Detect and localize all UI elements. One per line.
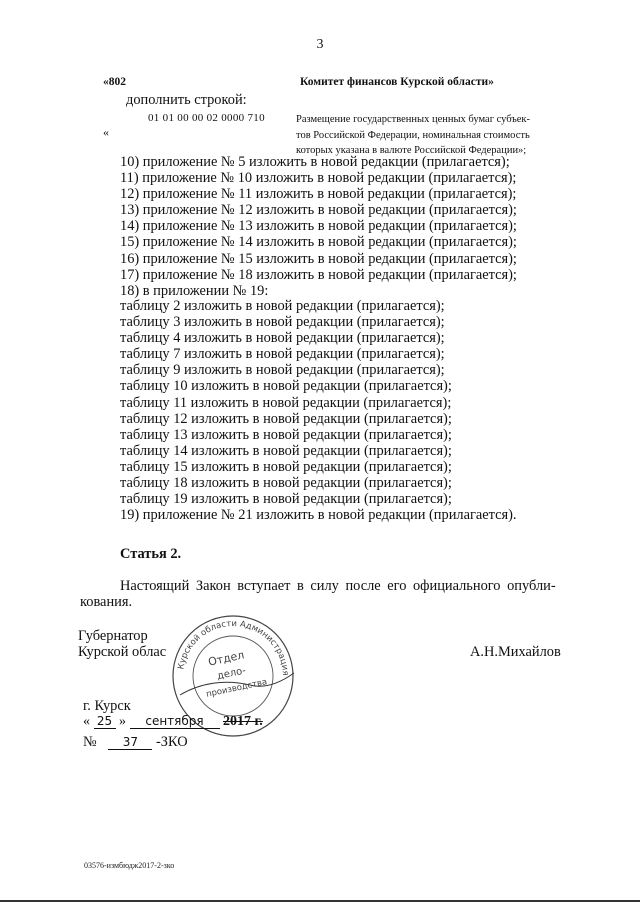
list-item: таблицу 9 изложить в новой редакции (прилагается); <box>120 362 445 379</box>
quote-open: « <box>83 714 90 729</box>
date-month: сентября <box>130 714 220 729</box>
number-label: № <box>83 734 97 750</box>
document-footer-code: 03576-измбюдж2017-2-зко <box>84 861 175 870</box>
committee-name: Комитет финансов Курской области» <box>300 76 494 88</box>
quote-mark: « <box>103 125 109 139</box>
add-line-label: дополнить строкой: <box>126 92 247 108</box>
governor-region: Курской облас <box>78 644 167 660</box>
list-item: 11) приложение № 10 изложить в новой редакции (прилагается); <box>120 170 517 187</box>
date-day: 25 <box>94 714 116 729</box>
list-item: таблицу 19 изложить в новой редакции (прилагается); <box>120 491 452 508</box>
quote-close: » <box>119 714 126 729</box>
code-description <box>296 112 530 159</box>
governor-title: Губернатор <box>78 628 148 644</box>
list-item: таблицу 12 изложить в новой редакции (прилагается); <box>120 410 452 427</box>
date-year: 2017 г. <box>223 714 263 729</box>
amendment-items <box>120 154 517 299</box>
list-item: 15) приложение № 14 изложить в новой редакции (прилагается); <box>120 234 517 251</box>
list-item: таблицу 4 изложить в новой редакции (прилагается); <box>120 330 445 347</box>
list-item: 18) в приложении № 19: <box>120 282 269 299</box>
description-line: Размещение государственных ценных бумаг субъек- <box>296 114 531 125</box>
list-item: 17) приложение № 18 изложить в новой редакции (прилагается); <box>120 266 517 283</box>
number-suffix: -ЗКО <box>155 734 188 750</box>
list-item: таблицу 15 изложить в новой редакции (прилагается); <box>120 458 452 475</box>
stamp-center-line: дело- <box>216 665 247 683</box>
stamp-center-line: Отдел <box>207 648 246 669</box>
description-line: тов Российской Федерации, номинальная стоимость <box>296 129 530 141</box>
table-items <box>120 298 517 523</box>
stamp-ring-text: Курской области Администрация <box>176 618 291 676</box>
list-item: таблицу 10 изложить в новой редакции (прилагается); <box>120 378 452 395</box>
article-text-line1: Настоящий Закон вступает в силу после его официального опубли- <box>120 578 556 594</box>
list-item: 16) приложение № 15 изложить в новой редакции (прилагается); <box>120 250 517 267</box>
governor-name: А.Н.Михайлов <box>470 644 561 660</box>
list-item: 19) приложение № 21 изложить в новой редакции (прилагается). <box>120 507 517 524</box>
list-item: таблицу 2 изложить в новой редакции (прилагается); <box>120 298 445 314</box>
list-item: таблицу 14 изложить в новой редакции (прилагается); <box>120 442 452 459</box>
list-item: 12) приложение № 11 изложить в новой редакции (прилагается); <box>120 186 517 203</box>
list-item: 14) приложение № 13 изложить в новой редакции (прилагается); <box>120 218 517 235</box>
list-item: 10) приложение № 5 изложить в новой редакции (прилагается); <box>120 154 510 170</box>
date-line <box>83 714 263 730</box>
city: г. Курск <box>83 698 131 714</box>
law-number-line <box>83 734 188 751</box>
article-text-line2: кования. <box>80 594 133 610</box>
page-bottom-edge <box>0 900 640 902</box>
description-line: которых указана в валюте Российской Федерации»; <box>296 145 527 156</box>
list-item: таблицу 7 изложить в новой редакции (прилагается); <box>120 346 445 363</box>
code-ref: «802 <box>103 76 126 88</box>
list-item: таблицу 11 изложить в новой редакции (прилагается); <box>120 394 452 411</box>
page-number: 3 <box>316 37 324 52</box>
list-item: таблицу 18 изложить в новой редакции (прилагается); <box>120 475 452 492</box>
list-item: таблицу 13 изложить в новой редакции (прилагается); <box>120 426 452 443</box>
list-item: 13) приложение № 12 изложить в новой редакции (прилагается); <box>120 202 517 219</box>
stamp-center-line: производства <box>205 677 269 700</box>
article-heading: Статья 2. <box>120 546 182 562</box>
number-value: 37 <box>108 735 152 750</box>
budget-code: 01 01 00 00 02 0000 710 <box>148 112 265 124</box>
list-item: таблицу 3 изложить в новой редакции (прилагается); <box>120 314 445 331</box>
